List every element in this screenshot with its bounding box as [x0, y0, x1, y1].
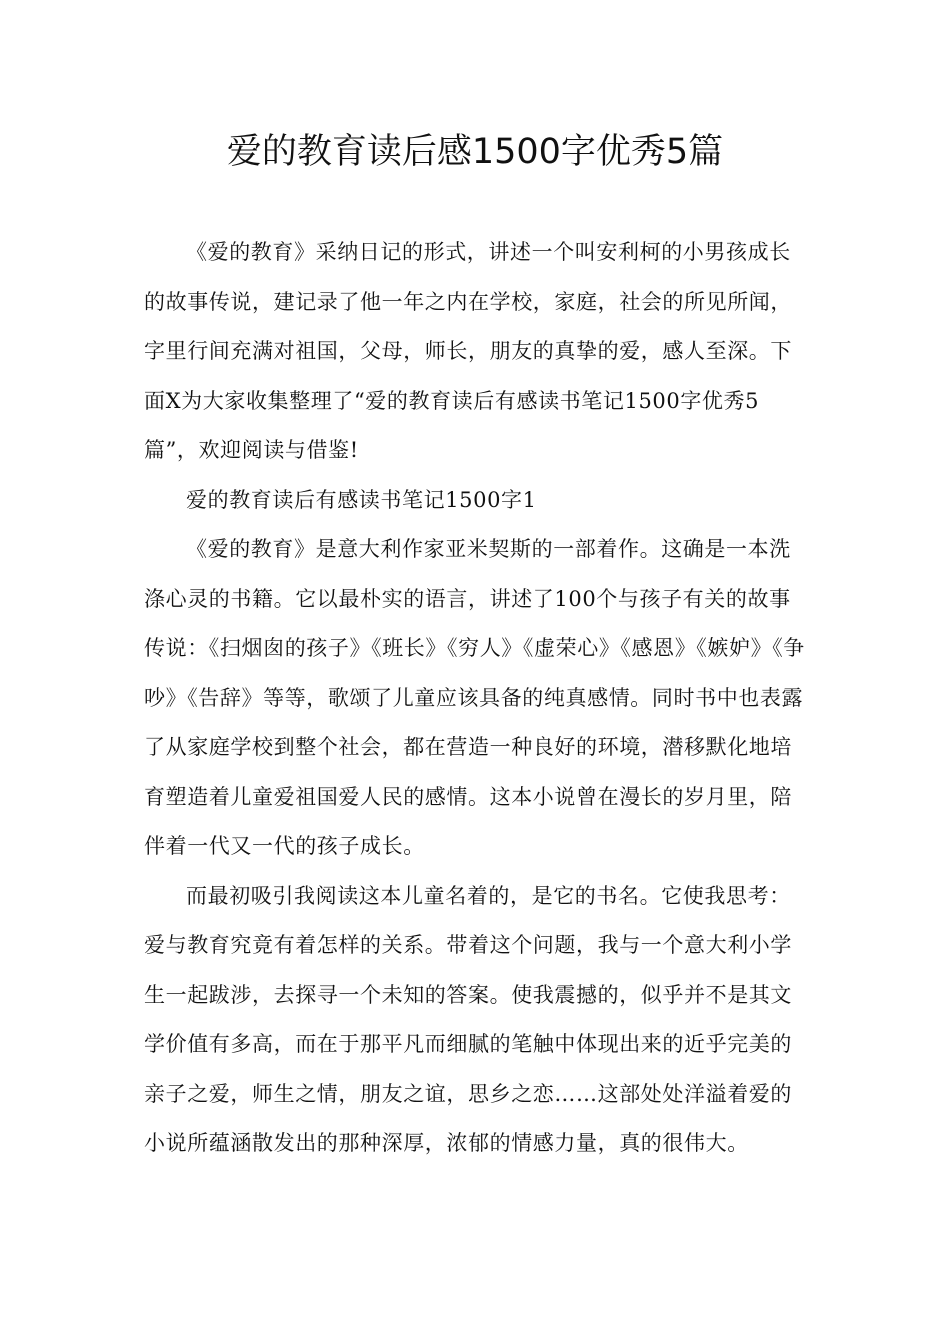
document-body [144, 228, 809, 1169]
section-heading: 爱的教育读后有感读书笔记1500字1 [186, 487, 537, 512]
intro-paragraph: 《爱的教育》采纳日记的形式，讲述一个叫安利柯的小男孩成长的故事传说，建记录了他一年之内在学校，家庭，社会的所见所闻，字里行间充满对祖国，父母，师长，朋友的真挚的爱，感人至深。下面X为大家收集整理了“爱的教育读后有感读书笔记1500字优秀5篇”，欢迎阅读与借鉴! [144, 240, 792, 462]
body-paragraph-1: 《爱的教育》是意大利作家亚米契斯的一部着作。这确是一本洗涤心灵的书籍。它以最朴实的语言，讲述了100个与孩子有关的故事传说：《扫烟囱的孩子》《班长》《穷人》《虚荣心》《感恩》《嫉妒》《争吵》《告辞》等等，歌颂了儿童应该具备的纯真感情。同时书中也表露了从家庭学校到整个社会，都在营造一种良好的环境，潜移默化地培育塑造着儿童爱祖国爱人民的感情。这本小说曾在漫长的岁月里，陪伴着一代又一代的孩子成长。 [144, 537, 805, 858]
document-title: 爱的教育读后感1500字优秀5篇 [226, 132, 724, 172]
body-paragraph-2: 而最初吸引我阅读这本儿童名着的，是它的书名。它使我思考：爱与教育究竟有着怎样的关系。带着这个问题，我与一个意大利小学生一起跋涉，去探寻一个未知的答案。使我震撼的，似乎并不是其文学价值有多高，而在于那平凡而细腻的笔触中体现出来的近乎完美的亲子之爱，师生之情，朋友之谊，思乡之恋……这部处处洋溢着爱的小说所蕴涵散发出的那种深厚，浓郁的情感力量，真的很伟大。 [144, 883, 792, 1155]
